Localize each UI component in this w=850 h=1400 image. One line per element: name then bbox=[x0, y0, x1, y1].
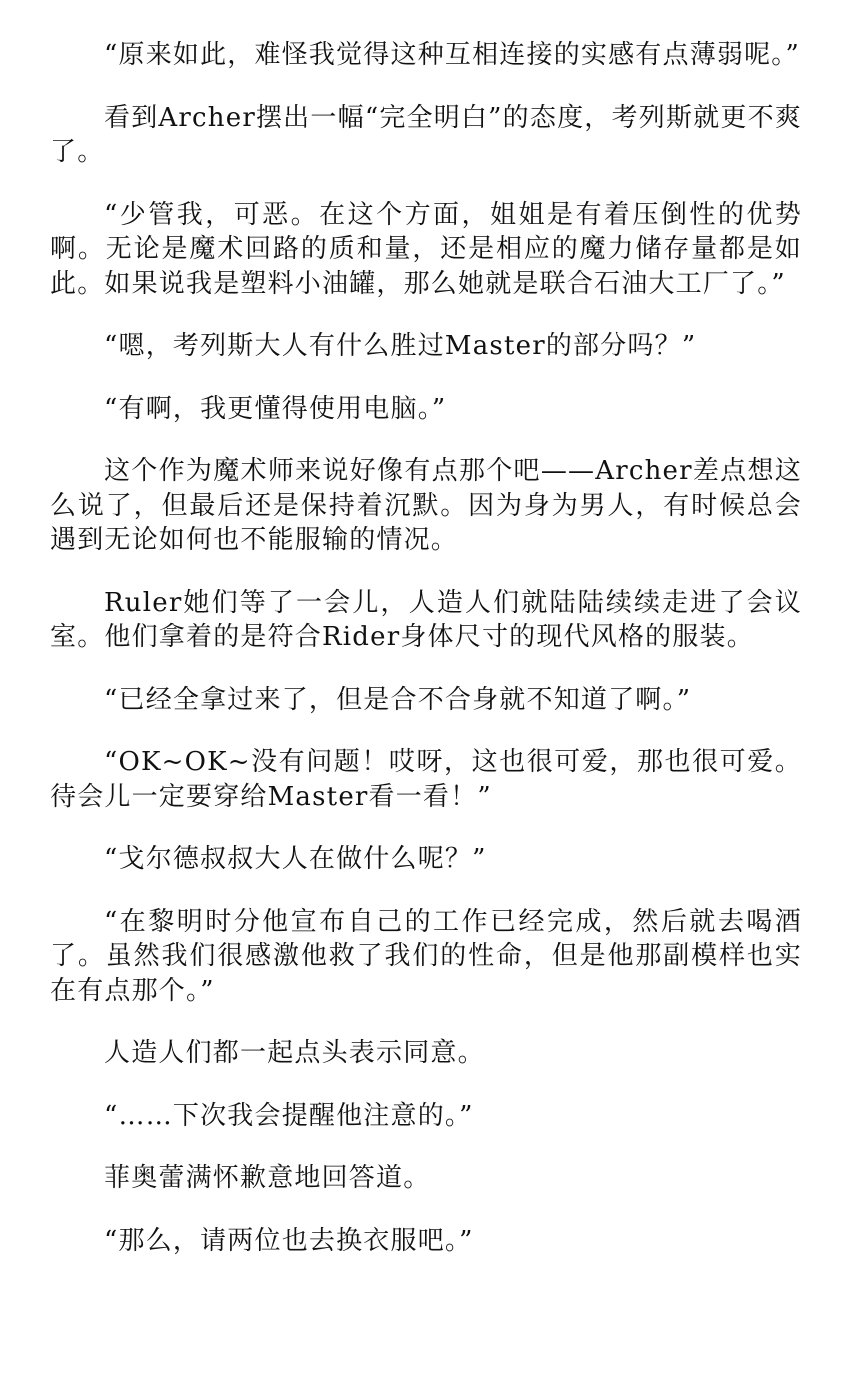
paragraph: “嗯，考列斯大人有什么胜过Master的部分吗？” bbox=[104, 331, 697, 361]
document-page bbox=[50, 38, 802, 1286]
paragraph: “戈尔德叔叔大人在做什么呢？” bbox=[104, 844, 487, 874]
paragraph: Ruler她们等了一会儿，人造人们就陆陆续续走进了会议室。他们拿着的是符合Rider身体尺寸的现代风格的服装。 bbox=[50, 587, 802, 652]
paragraph: “在黎明时分他宣布自己的工作已经完成，然后就去喝酒了。虽然我们很感激他救了我们的性命，但是他那副模样也实在有点那个。” bbox=[50, 906, 802, 1006]
paragraph: “有啊，我更懂得使用电脑。” bbox=[104, 393, 447, 424]
paragraph: “……下次我会提醒他注意的。” bbox=[104, 1100, 474, 1131]
paragraph: 这个作为魔术师来说好像有点那个吧——Archer差点想这么说了，但最后还是保持着沉默。因为身为男人，有时候总会遇到无论如何也不能服输的情况。 bbox=[50, 456, 802, 555]
paragraph: “原来如此，难怪我觉得这种互相连接的实感有点薄弱呢。” bbox=[104, 40, 800, 70]
paragraph: 看到Archer摆出一幅“完全明白”的态度，考列斯就更不爽了。 bbox=[50, 102, 802, 167]
paragraph: 人造人们都一起点头表示同意。 bbox=[104, 1038, 485, 1068]
paragraph: “那么，请两位也去换衣服吧。” bbox=[104, 1225, 474, 1256]
paragraph: “OK~OK~没有问题！哎呀，这也很可爱，那也很可爱。待会儿一定要穿给Master看一看！” bbox=[50, 747, 802, 812]
paragraph: “已经全拿过来了，但是合不合身就不知道了啊。” bbox=[104, 684, 692, 715]
paragraph: 菲奥蕾满怀歉意地回答道。 bbox=[104, 1163, 431, 1193]
paragraph: “少管我，可恶。在这个方面，姐姐是有着压倒性的优势啊。无论是魔术回路的质和量，还是相应的魔力储存量都是如此。如果说我是塑料小油罐，那么她就是联合石油大工厂了。” bbox=[50, 199, 802, 299]
